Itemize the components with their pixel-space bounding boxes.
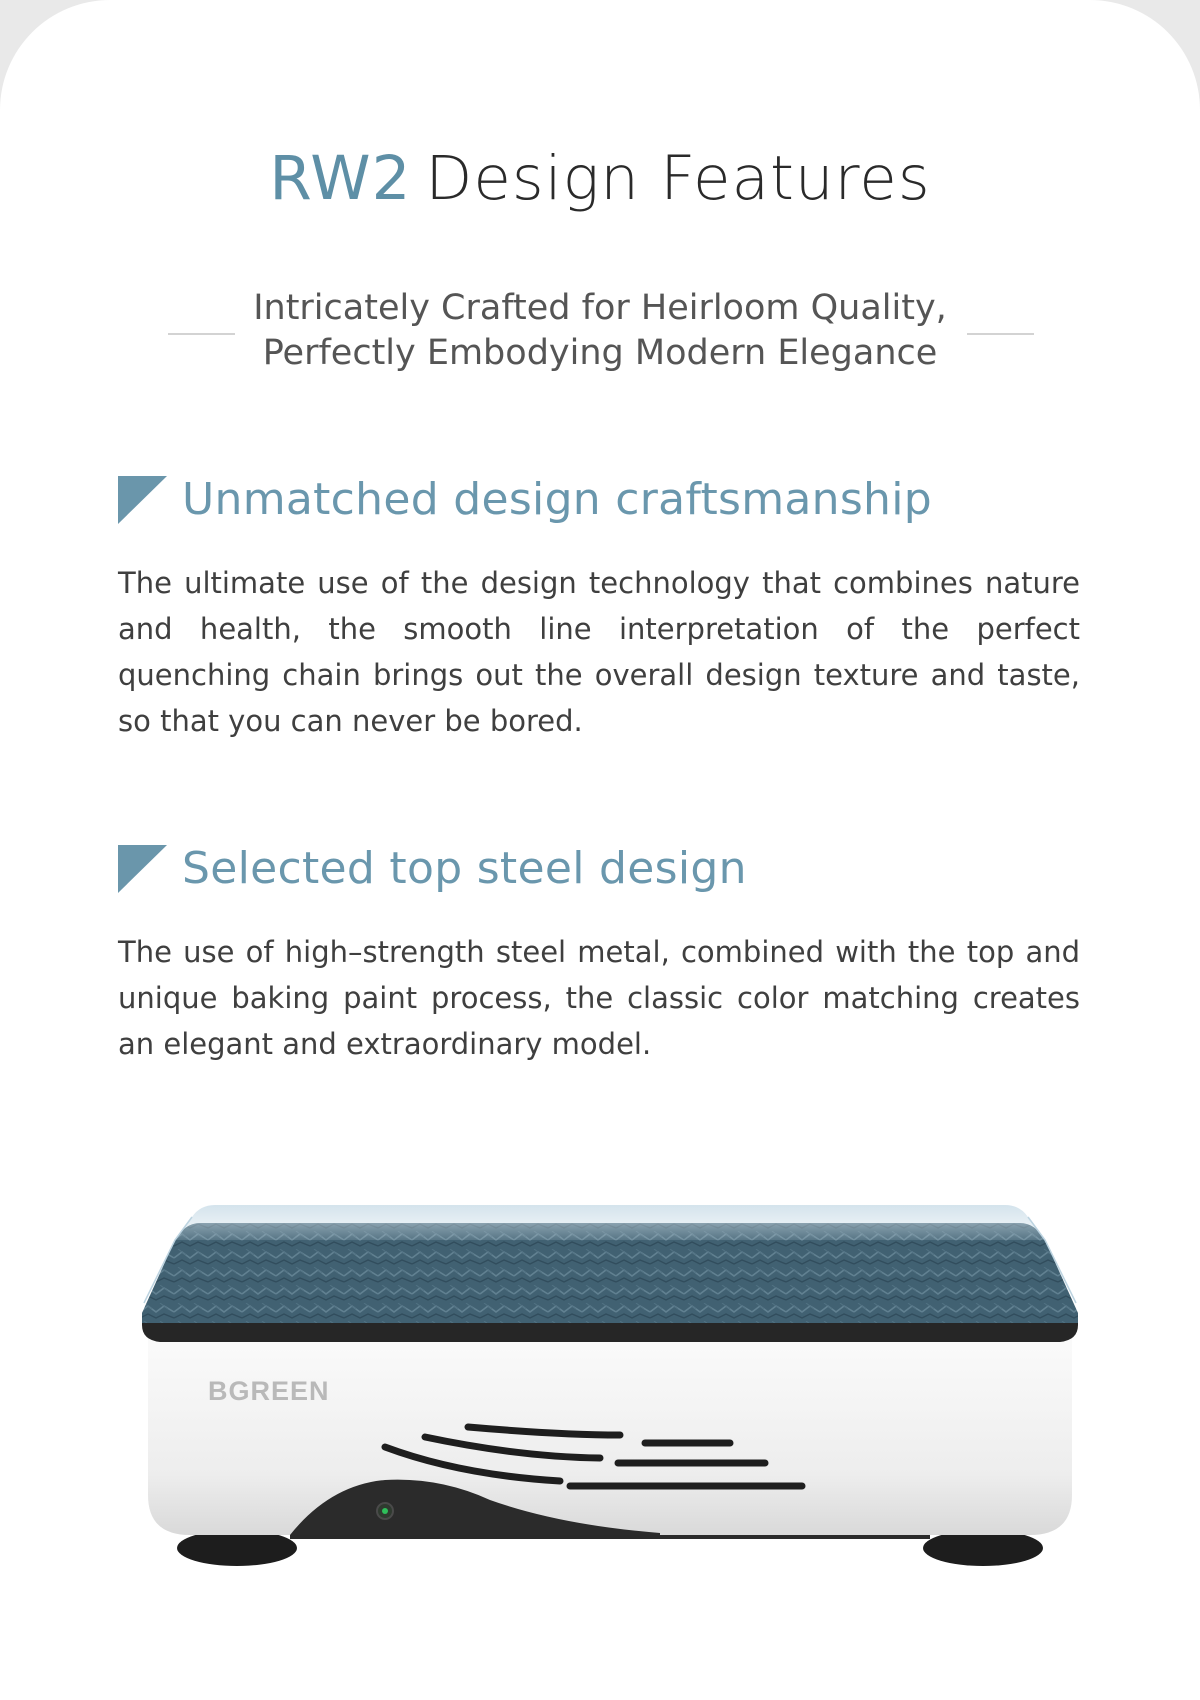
model-name: RW2 — [269, 143, 412, 214]
section-body: The ultimate use of the design technology that combines nature and health, the smooth line interpretation of the perfect quenching chain brings out the overall design texture and taste, so that you can never be bored. — [118, 566, 1080, 738]
product-image — [140, 1195, 1080, 1585]
triangle-marker-icon — [118, 845, 167, 893]
section-heading: Unmatched design craftsmanship — [182, 474, 932, 525]
page-title — [0, 143, 1200, 215]
foot-left — [177, 1530, 297, 1566]
subtitle-line-2: Perfectly Embodying Modern Elegance — [262, 333, 938, 373]
subtitle-rule-left — [168, 333, 235, 335]
subtitle-rule-right — [967, 333, 1034, 335]
foot-right — [923, 1530, 1043, 1566]
brand-logo: BGREEN — [208, 1376, 330, 1406]
section-body: The use of high–strength steel metal, combined with the top and unique baking paint process, the classic color matching creates an elegant and extraordinary model. — [118, 935, 1080, 1061]
section-heading: Selected top steel design — [182, 843, 747, 894]
title-text: Design Features — [425, 143, 931, 214]
subtitle — [230, 286, 970, 376]
triangle-marker-icon — [118, 476, 167, 524]
subtitle-line-1: Intricately Crafted for Heirloom Quality, — [253, 288, 947, 328]
